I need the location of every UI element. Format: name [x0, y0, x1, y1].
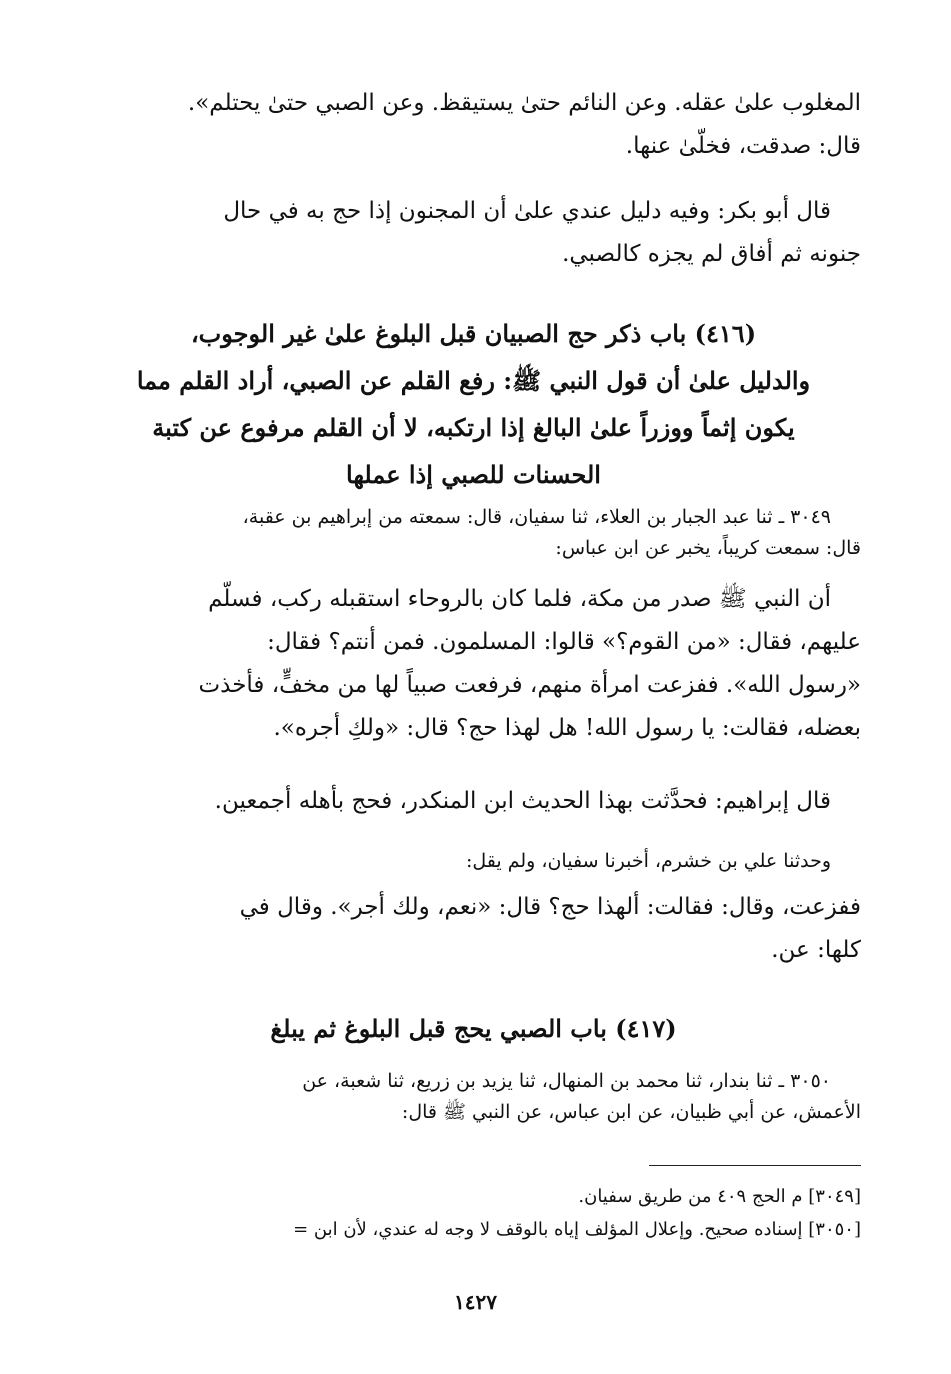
ibrahim-remark [86, 780, 861, 823]
text-line: قال: صدقت، فخلّىٰ عنها. [625, 133, 861, 159]
footnotes [86, 1180, 861, 1246]
hadith-3049-matn [86, 578, 861, 750]
text-line: أن النبي ﷺ صدر من مكة، فلما كان بالروحاء استقبله ركب، فسلّم [208, 586, 831, 612]
heading-line: (٤١٦) باب ذكر حج الصبيان قبل البلوغ علىٰ غير الوجوب، [190, 319, 757, 348]
top-paragraph [86, 82, 861, 168]
isnad-line: ٣٠٤٩ ـ ثنا عبد الجبار بن العلاء، ثنا سفيان، قال: سمعته من إبراهيم بن عقبة، [242, 506, 831, 528]
text-line: جنونه ثم أفاق لم يجزه كالصبي. [562, 241, 861, 267]
isnad-line: الأعمش، عن أبي ظبيان، عن ابن عباس، عن النبي ﷺ قال: [401, 1101, 861, 1123]
abu-bakr-note [86, 190, 861, 276]
variant-wording [86, 886, 861, 972]
text-line: بعضله، فقالت: يا رسول الله! هل لهذا حج؟ قال: «ولكِ أجره». [273, 715, 861, 741]
heading-line: يكون إثماً ووزراً علىٰ البالغ إذا ارتكبه، لا أن القلم مرفوع عن كتبة [152, 413, 795, 442]
text-line: «رسول الله». ففزعت امرأة منهم، فرفعت صبياً لها من مخفٍّ، فأخذت [198, 672, 861, 698]
text-line: عليهم، فقال: «من القوم؟» قالوا: المسلمون. فمن أنتم؟ فقال: [267, 629, 861, 655]
hadith-3049-isnad [86, 502, 861, 564]
isnad-line: وحدثنا علي بن خشرم، أخبرنا سفيان، ولم يقل: [465, 850, 831, 872]
text-line: قال أبو بكر: وفيه دليل عندي علىٰ أن المجنون إذا حج به في حال [223, 198, 831, 224]
text-line: المغلوب علىٰ عقله. وعن النائم حتىٰ يستيقظ. وعن الصبي حتىٰ يحتلم». [187, 90, 861, 116]
chapter-417-heading [86, 1005, 861, 1052]
text-line: قال إبراهيم: فحدَّثت بهذا الحديث ابن المنكدر، فحج بأهله أجمعين. [214, 788, 831, 814]
isnad-line: ٣٠٥٠ ـ ثنا بندار، ثنا محمد بن المنهال، ثنا يزيد بن زريع، ثنا شعبة، عن [302, 1070, 831, 1092]
hadith-3050-isnad [86, 1066, 861, 1128]
chapter-416-heading [86, 310, 861, 498]
heading-line: (٤١٧) باب الصبي يحج قبل البلوغ ثم يبلغ [270, 1014, 677, 1043]
footnote-separator [649, 1165, 861, 1166]
second-isnad [86, 846, 861, 877]
text-line: ففزعت، وقال: فقالت: ألهذا حج؟ قال: «نعم، ولك أجر». وقال في [239, 894, 861, 920]
text-line: كلها: عن. [771, 937, 861, 963]
isnad-line: قال: سمعت كريباً، يخبر عن ابن عباس: [555, 537, 861, 559]
heading-line: والدليل علىٰ أن قول النبي ﷺ: رفع القلم عن الصبي، أراد القلم مما [136, 366, 811, 395]
page-number: ١٤٢٧ [454, 1290, 497, 1314]
footnote: [٣٠٥٠] إسناده صحيح. وإعلال المؤلف إياه بالوقف لا وجه له عندي، لأن ابن = [293, 1219, 861, 1240]
footnote: [٣٠٤٩] م الحج ٤٠٩ من طريق سفيان. [578, 1186, 861, 1207]
heading-line: الحسنات للصبي إذا عملها [346, 460, 601, 489]
